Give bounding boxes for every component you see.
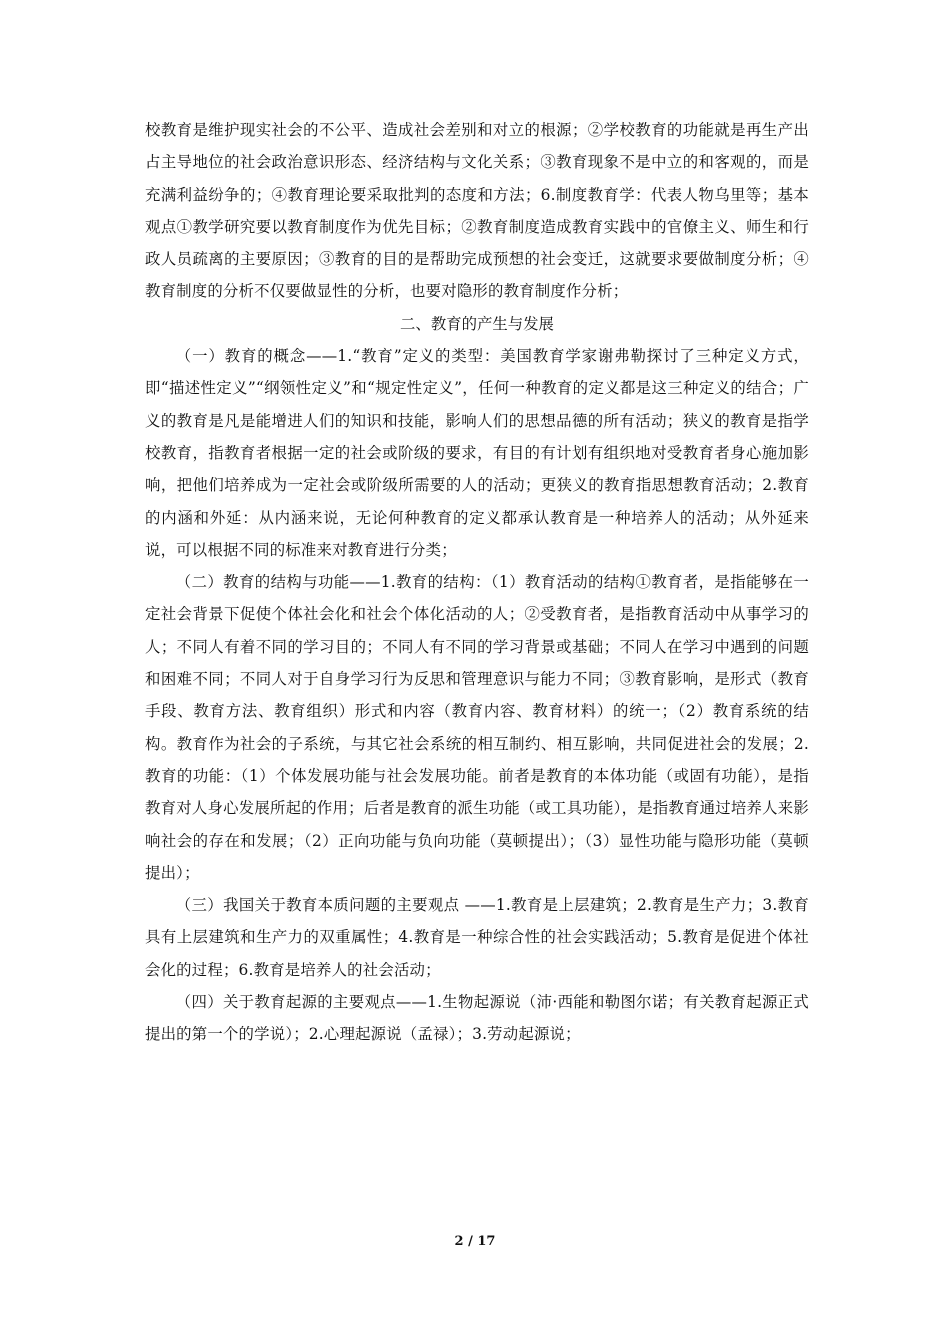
paragraph-origin-views: （四）关于教育起源的主要观点——1.生物起源说（沛·西能和勒图尔诺；有关教育起源正式提出的第一个的学说）；2.心理起源说（孟禄）；3.劳动起源说； (145, 993, 809, 1044)
paragraph-nature-views: （三）我国关于教育本质问题的主要观点 ——1.教育是上层建筑；2.教育是生产力；3.教育具有上层建筑和生产力的双重属性；4.教育是一种综合性的社会实践活动；5.教育是促进个体社会化的过程；6.教育是培养人的社会活动； (145, 896, 809, 979)
section-heading: 二、教育的产生与发展 (400, 314, 554, 333)
page-number: 2 / 17 (454, 1234, 496, 1249)
paragraph-continuation: 校教育是维护现实社会的不公平、造成社会差别和对立的根源；②学校教育的功能就是再生产出占主导地位的社会政治意识形态、经济结构与文化关系；③教育现象不是中立的和客观的，而是充满利益纷争的；④教育理论要采取批判的态度和方法；6.制度教育学：代表人物乌里等；基本观点①教学研究要以教育制度作为优先目标；②教育制度造成教育实践中的官僚主义、师生和行政人员疏离的主要原因；③教育的目的是帮助完成预想的社会变迁，这就要求要做制度分析；④教育制度的分析不仅要做显性的分析，也要对隐形的教育制度作分析； (145, 121, 809, 301)
document-page (145, 114, 809, 1051)
paragraph-structure-function: （二）教育的结构与功能——1.教育的结构：（1）教育活动的结构①教育者，是指能够在一定社会背景下促使个体社会化和社会个体化活动的人；②受教育者，是指教育活动中从事学习的人；不同人有着不同的学习目的；不同人有不同的学习背景或基础；不同人在学习中遇到的问题和困难不同；不同人对于自身学习行为反思和管理意识与能力不同；③教育影响，是形式（教育手段、教育方法、教育组织）形式和内容（教育内容、教育材料）的统一；（2）教育系统的结构。教育作为社会的子系统，与其它社会系统的相互制约、相互影响，共同促进社会的发展；2.教育的功能：（1）个体发展功能与社会发展功能。前者是教育的本体功能（或固有功能），是指教育对人身心发展所起的作用；后者是教育的派生功能（或工具功能），是指教育通过培养人来影响社会的存在和发展；（2）正向功能与负向功能（莫顿提出）；（3）显性功能与隐形功能（莫顿提出）； (145, 573, 809, 882)
paragraph-education-concept: （一）教育的概念——1.“教育”定义的类型：美国教育学家谢弗勒探讨了三种定义方式，即“描述性定义”“纲领性定义”和“规定性定义”，任何一种教育的定义都是这三种定义的结合；广义的教育是凡是能增进人们的知识和技能，影响人们的思想品德的所有活动；狭义的教育是指学校教育，指教育者根据一定的社会或阶级的要求，有目的有计划有组织地对受教育者身心施加影响，把他们培养成为一定社会或阶级所需要的人的活动；更狭义的教育指思想教育活动；2.教育的内涵和外延：从内涵来说，无论何种教育的定义都承认教育是一种培养人的活动；从外延来说，可以根据不同的标准来对教育进行分类； (145, 347, 809, 559)
